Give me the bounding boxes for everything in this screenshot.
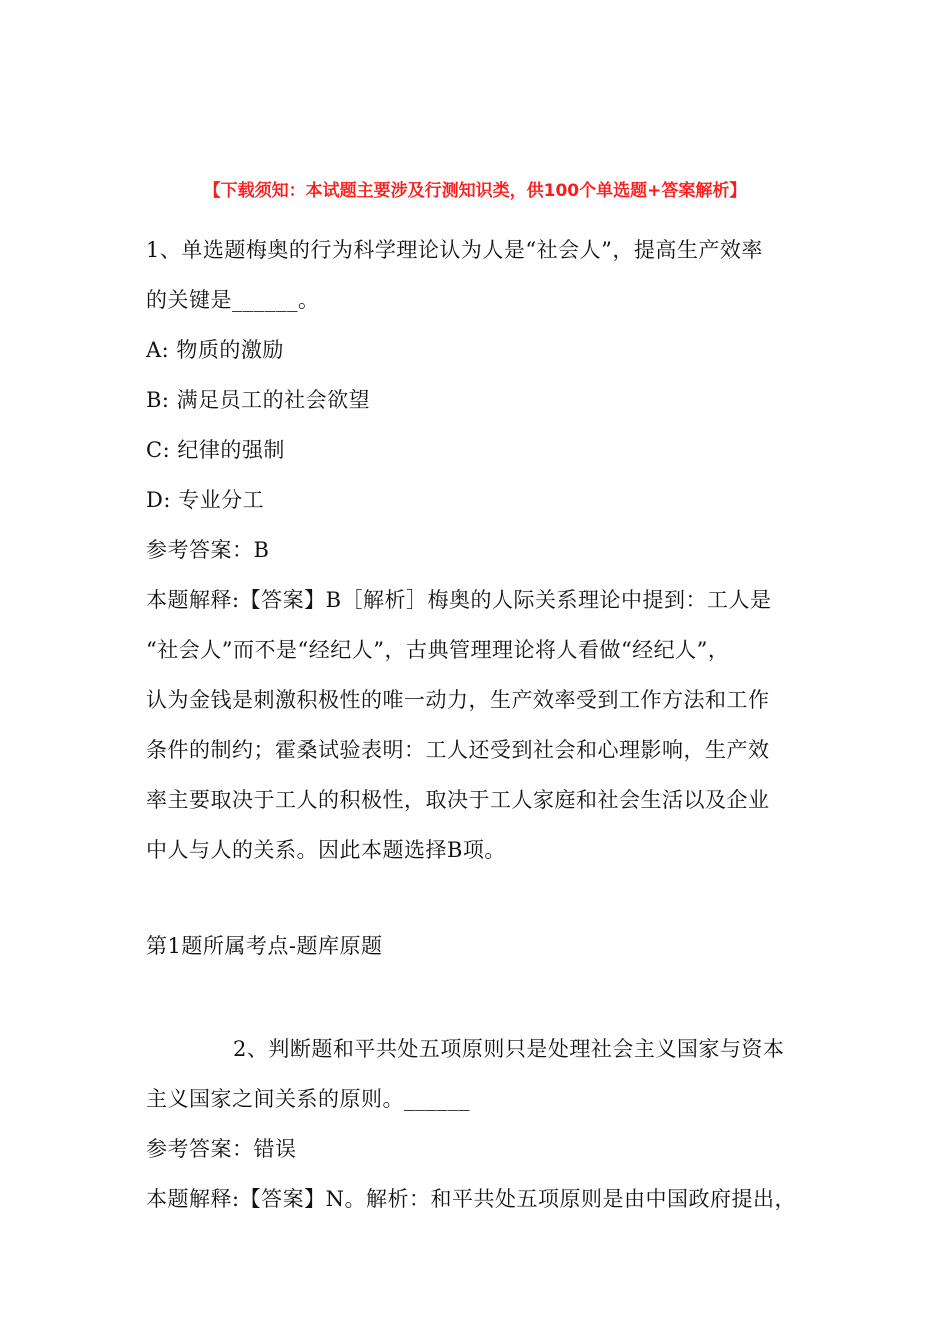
question-1-topic: 第1题所属考点-题库原题 xyxy=(146,934,383,958)
question-1-explanation-line-2: “社会人”而不是“经纪人”，古典管理理论将人看做“经纪人”， xyxy=(146,638,730,662)
question-2-answer: 参考答案：错误 xyxy=(146,1137,297,1161)
question-2-explanation-line-1: 本题解释:【答案】N。解析：和平共处五项原则是由中国政府提出， xyxy=(146,1187,796,1211)
question-1-answer: 参考答案：B xyxy=(146,538,270,562)
question-1-stem-line-1: 1、单选题梅奥的行为科学理论认为人是“社会人”，提高生产效率 xyxy=(146,238,763,262)
question-1-stem-line-2: 的关键是______。 xyxy=(146,288,320,312)
download-notice: 【下载须知：本试题主要涉及行测知识类，供100个单选题+答案解析】 xyxy=(203,181,747,201)
question-1-explanation-line-5: 率主要取决于工人的积极性，取决于工人家庭和社会生活以及企业 xyxy=(146,788,770,812)
question-2-stem-line-2: 主义国家之间关系的原则。______ xyxy=(146,1087,470,1111)
question-1-explanation-line-4: 条件的制约；霍桑试验表明：工人还受到社会和心理影响，生产效 xyxy=(146,738,770,762)
question-1-option-b: B: 满足员工的社会欲望 xyxy=(146,388,371,412)
question-1-explanation-line-1: 本题解释:【答案】B［解析］梅奥的人际关系理论中提到：工人是 xyxy=(146,588,772,612)
question-2-stem-line-1: 2、判断题和平共处五项原则只是处理社会主义国家与资本 xyxy=(233,1037,785,1061)
question-1-option-a: A: 物质的激励 xyxy=(146,338,284,362)
question-1-option-d: D: 专业分工 xyxy=(146,488,265,512)
question-1-explanation-line-3: 认为金钱是刺激积极性的唯一动力，生产效率受到工作方法和工作 xyxy=(146,688,770,712)
question-1-explanation-line-6: 中人与人的关系。因此本题选择B项。 xyxy=(146,838,506,862)
question-1-option-c: C: 纪律的强制 xyxy=(146,438,285,462)
